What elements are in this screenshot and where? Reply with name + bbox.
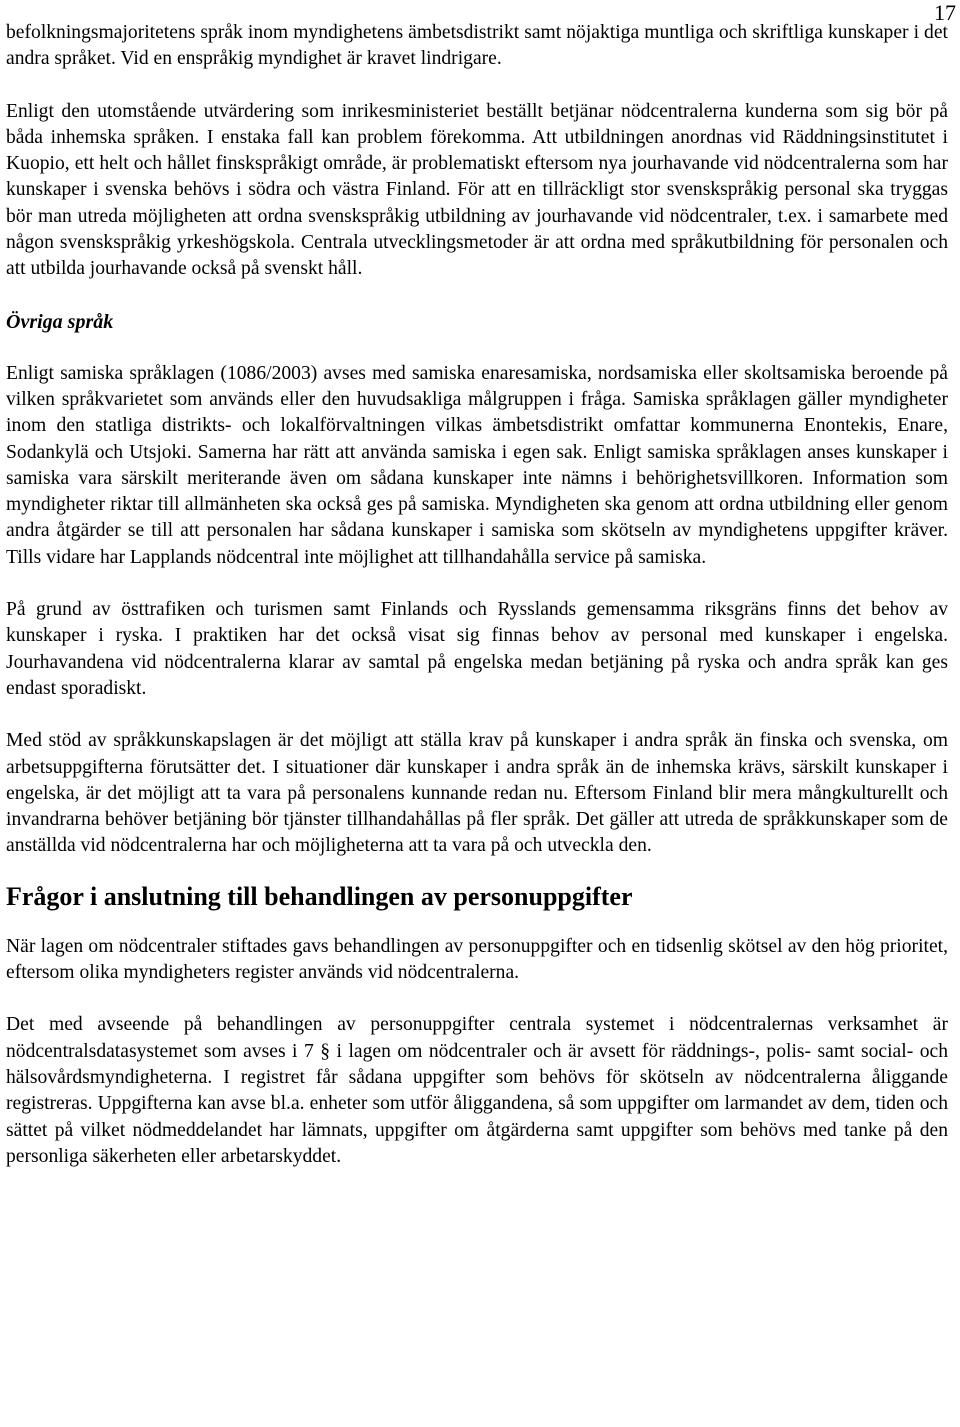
- page-number: 17: [934, 0, 956, 25]
- section-heading-personuppgifter: Frågor i anslutning till behandlingen av personuppgifter: [6, 881, 633, 911]
- section-heading-ovriga-sprak: Övriga språk: [6, 310, 114, 333]
- paragraph: Det med avseende på behandlingen av personuppgifter centrala systemet i nödcentralernas verksamhet är nödcentralsdatasystemet som avses i 7 § i lagen om nödcentraler och är avsett för räddnings-, polis- samt social- och hälsovårdsmyndigheterna. I registret får sådana uppgifter som behövs för skötseln av nödcentralerna åliggande registreras. Uppgifterna kan avse bl.a. enheter som utför åliggandena, så som uppgifter om larmandet av dem, tiden och sättet på vilket nödmeddelandet har lämnats, uppgifter om åtgärderna samt uppgifter som behövs med tanke på den personliga säkerheten eller arbetarskyddet.: [6, 1014, 948, 1167]
- paragraph: Med stöd av språkkunskapslagen är det möjligt att ställa krav på kunskaper i andra språk än finska och svenska, om arbetsuppgifterna förutsätter det. I situationer där kunskaper i andra språk än de inhemska krävs, särskilt kunskaper i engelska, är det möjligt att ta vara på personalens kunnande redan nu. Eftersom Finland blir mera mångkulturellt och invandrarna behöver betjäning bör tjänster tillhandahållas på fler språk. Det gäller att utreda de språkkunskaper som de anställda vid nödcentralerna har och möjligheterna att ta vara på och utveckla den.: [6, 730, 948, 857]
- paragraph: Enligt samiska språklagen (1086/2003) avses med samiska enaresamiska, nordsamiska eller skoltsamiska beroende på vilken språkvarietet som används eller den huvudsakliga målgruppen i fråga. Samiska språklagen gäller myndigheter inom den statliga distrikts- och lokalförvaltningen vilkas ämbetsdistrikt omfattar kommunerna Enontekis, Enare, Sodankylä och Utsjoki. Samerna har rätt att använda samiska i egen sak. Enligt samiska språklagen anses kunskaper i samiska vara särskilt meriterande även om sådana kunskaper inte nämns i behörighetsvillkoren. Information som myndigheter riktar till allmänheten ska också ges på samiska. Myndigheten ska genom att ordna utbildning eller genom andra åtgärder se till att personalen har sådana kunskaper i samiska som skötseln av myndighetens uppgifter kräver. Tills vidare har Lapplands nödcentral inte möjlighet att tillhandahålla service på samiska.: [6, 362, 948, 568]
- document-body: [6, 20, 948, 1170]
- paragraph: På grund av östtrafiken och turismen samt Finlands och Rysslands gemensamma riksgräns finns det behov av kunskaper i ryska. I praktiken har det också visat sig finnas behov av personal med kunskaper i engelska. Jourhavandena vid nödcentralerna klarar av samtal på engelska medan betjäning på ryska och andra språk kan ges endast sporadiskt.: [6, 599, 948, 699]
- paragraph: När lagen om nödcentraler stiftades gavs behandlingen av personuppgifter och en tidsenlig skötsel av den hög prioritet, eftersom olika myndigheters register används vid nödcentralerna.: [6, 935, 948, 984]
- paragraph: befolkningsmajoritetens språk inom myndighetens ämbetsdistrikt samt nöjaktiga muntliga och skriftliga kunskaper i det andra språket. Vid en enspråkig myndighet är kravet lindrigare.: [6, 22, 948, 70]
- paragraph: Enligt den utomstående utvärdering som inrikesministeriet beställt betjänar nödcentralerna kunderna som sig bör på båda inhemska språken. I enstaka fall kan problem förekomma. Att utbildningen anordnas vid Räddningsinstitutet i Kuopio, ett helt och hållet finskspråkigt område, är problematiskt eftersom nya jourhavande vid nödcentralerna som har kunskaper i svenska behövs i södra och västra Finland. För att en tillräckligt stor svenskspråkig personal ska tryggas bör man utreda möjligheten att ordna svenskspråkig utbildning av jourhavande vid nödcentraler, t.ex. i samarbete med någon svenskspråkig yrkeshögskola. Centrala utvecklingsmetoder är att ordna med språkutbildning för personalen och att utbilda jourhavande också på svenskt håll.: [6, 100, 948, 280]
